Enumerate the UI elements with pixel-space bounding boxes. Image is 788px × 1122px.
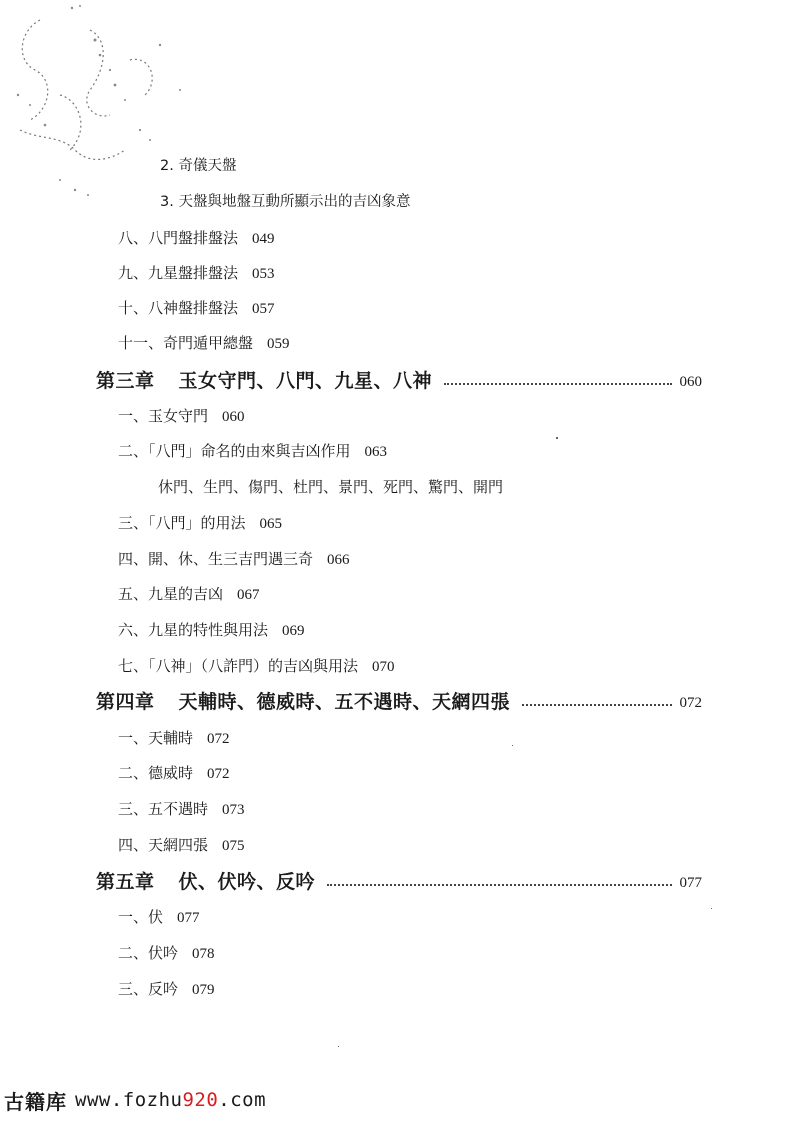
toc-item-page: 077: [177, 910, 200, 926]
toc-item: [118, 584, 260, 605]
toc-item-text: 七、「八神」（八詐門）的吉凶與用法: [118, 657, 359, 675]
toc-sub-item: [158, 477, 503, 497]
toc-item-page: 079: [192, 982, 215, 998]
dot-leader: [444, 383, 671, 385]
toc-item: [118, 263, 275, 284]
toc-item-page: 053: [252, 266, 275, 282]
chapter-page: 077: [679, 874, 702, 891]
toc-item-text: 三、「八門」的用法: [118, 514, 246, 532]
toc-item-page: 075: [222, 838, 245, 854]
toc-item-text: 六、九星的特性與用法: [118, 621, 269, 639]
scan-speck: [338, 1046, 339, 1047]
toc-item-page: 065: [259, 516, 283, 532]
toc-item: [118, 656, 395, 677]
toc-item-page: 049: [252, 231, 275, 247]
chapter-label: 第三章: [96, 369, 155, 392]
toc-item-text: 2. 奇儀天盤: [160, 158, 237, 174]
toc-item-text: 二、「八門」命名的由來與吉凶作用: [118, 442, 351, 460]
toc-item-page: 063: [364, 444, 388, 460]
toc-item: [118, 799, 245, 820]
toc-item-page: 072: [207, 731, 230, 747]
chapter-page: 060: [679, 373, 702, 390]
chapter-label: 第五章: [96, 870, 155, 893]
toc-item-text: 八、八門盤排盤法: [118, 229, 239, 247]
toc-item: [118, 228, 275, 249]
toc-item: [118, 549, 350, 570]
toc-item-text: 九、九星盤排盤法: [118, 264, 239, 282]
scan-speck: [711, 908, 712, 909]
url-prefix: www.fozhu: [75, 1089, 183, 1111]
toc-item-text: 一、玉女守門: [118, 407, 209, 425]
chapter-label: 第四章: [96, 690, 155, 713]
site-url[interactable]: [75, 1089, 266, 1111]
toc-item-page: 069: [282, 623, 305, 639]
toc-sub-item: [160, 156, 236, 176]
toc-item: [118, 441, 387, 462]
toc-item-text: 十、八神盤排盤法: [118, 299, 239, 317]
toc-item: [118, 298, 275, 319]
toc-item-text: 三、五不遇時: [118, 800, 209, 818]
toc-item: [118, 406, 245, 427]
watermark-footer: [4, 1084, 300, 1116]
toc-item-page: 072: [207, 766, 230, 782]
dot-leader: [522, 704, 671, 706]
toc-item: [118, 943, 215, 964]
url-highlight: 920: [182, 1089, 219, 1111]
toc-item-text: 三、反吟: [118, 980, 179, 998]
toc-item-text: 二、德威時: [118, 764, 194, 782]
toc-chapter-4: [96, 687, 702, 713]
site-name: 古籍库: [4, 1089, 67, 1114]
toc-item-text: 3. 天盤與地盤互動所顯示出的吉凶象意: [160, 194, 411, 210]
scan-speck: [512, 745, 513, 746]
toc-item-text: 一、伏: [118, 908, 164, 926]
toc-item: [118, 620, 305, 641]
toc-chapter-3: [96, 366, 702, 392]
chapter-title: 玉女守門、八門、九星、八神: [178, 369, 433, 392]
toc-item-page: 067: [237, 587, 260, 603]
dot-leader: [327, 884, 671, 886]
toc-item: [118, 728, 230, 749]
toc-item: [118, 763, 230, 784]
toc-item: [118, 333, 290, 354]
toc-chapter-5: [96, 867, 702, 893]
toc-item-text: 四、天網四張: [118, 836, 209, 854]
toc-item-text: 一、天輔時: [118, 729, 194, 747]
toc-item-text: 十一、奇門遁甲總盤: [118, 334, 254, 352]
url-suffix: .com: [218, 1089, 267, 1111]
toc-item-page: 070: [372, 659, 395, 675]
toc-item: [118, 907, 200, 928]
toc-item: [118, 513, 282, 534]
toc-item-page: 059: [267, 336, 290, 352]
toc-item-page: 066: [327, 552, 350, 568]
chapter-page: 072: [679, 694, 702, 711]
toc-item-page: 073: [222, 802, 245, 818]
toc-sub-item: [160, 192, 410, 212]
toc-item-text: 二、伏吟: [118, 944, 179, 962]
toc-item-page: 057: [252, 301, 275, 317]
toc-item: [118, 835, 245, 856]
chapter-title: 伏、伏吟、反吟: [178, 870, 316, 893]
toc-item-page: 078: [192, 946, 215, 962]
toc-item-text: 五、九星的吉凶: [118, 585, 224, 603]
toc-item-text: 四、開、休、生三吉門遇三奇: [118, 550, 314, 568]
toc-item-text: 休門、生門、傷門、杜門、景門、死門、驚門、開門: [158, 478, 504, 496]
toc-item: [118, 979, 215, 1000]
chapter-title: 天輔時、德威時、五不遇時、天網四張: [178, 690, 511, 713]
toc-item-page: 060: [222, 409, 245, 425]
scan-speck: [556, 437, 558, 439]
